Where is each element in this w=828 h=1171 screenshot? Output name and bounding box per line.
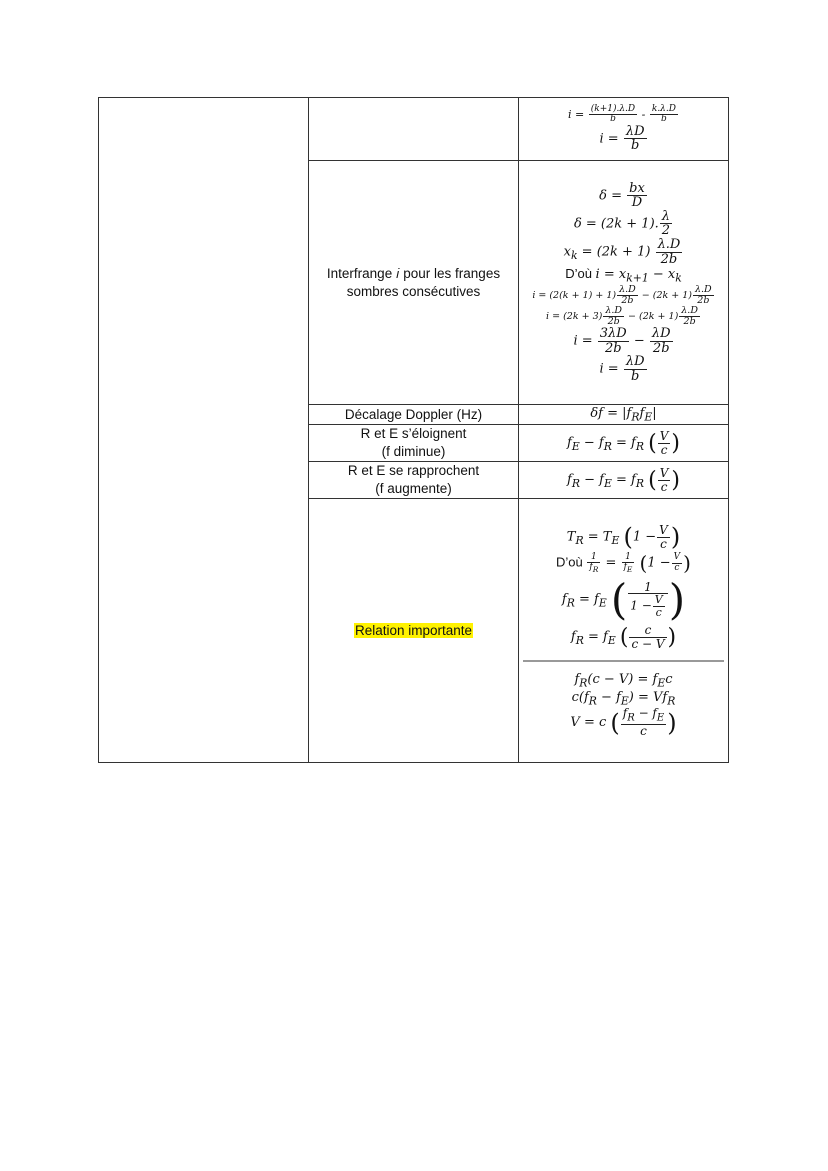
formula-cell-relation [519, 499, 729, 763]
row-label-rapprochent: R et E se rapprochent (f augmente) [309, 462, 519, 499]
formula-dou-i: D’où $i = x_{k+1} - x_k$ [565, 266, 682, 285]
formula-i-diff: i = $\frac{(k+1).\lambda.D}{b}$ - $\frac{k.\lambda.D}{b}$ [568, 103, 676, 125]
formula-cell-rapprochent: $f_R - f_E = f_R$ ( $\frac{V}{c}$ ) [519, 462, 729, 499]
formula-i-expanded-2: i = (2k + 3) $\frac{\lambda.D}{2b}$ − (2k + 1) $\frac{\lambda.D}{2b}$ [546, 304, 698, 327]
empty-first-column [99, 98, 309, 763]
formula-cell-interfrange [519, 98, 729, 161]
formula-cell-doppler: $\delta f = |f_Rf_E|$ [519, 405, 729, 425]
formula-fr-c-over: $f_R = f_E$ ( $\frac{c}{c - V}$ ) [570, 623, 677, 651]
row-label-interfrange-sombres: Interfrange 𝑖 pour les franges sombres consécutives [309, 161, 519, 405]
formula-delta-lambda: δ = (2k + 1). $\frac{\lambda}{2}$ [573, 208, 671, 239]
row-label-doppler: Décalage Doppler (Hz) [309, 405, 519, 425]
formula-c-fr-fe: $c(f_R - f_E) = Vf_R$ [571, 689, 676, 708]
row-label-relation [309, 499, 519, 763]
formula-dou-fr: D’où $\frac{1}{f_R}$ = $\frac{1}{f_E}$ (1 − $\frac{V}{c}$ ) [556, 551, 691, 576]
row-label-empty [309, 98, 519, 161]
formula-fr-fe-fraction: $f_R = f_E$ ( 1 1 − $\frac{V}{c}$ ) [561, 575, 686, 625]
formula-tr: $T_R = T_E$ (1 − $\frac{V}{c}$ ) [566, 522, 681, 552]
highlighted-label: Relation importante [354, 622, 473, 638]
separator-line [523, 660, 724, 662]
row-label-eloignent: R et E s’éloignent (f diminue) [309, 425, 519, 462]
formula-i-expanded-1: i = (2(k + 1) + 1) $\frac{\lambda.D}{2b}$ − (2k + 1) $\frac{\lambda.D}{2b}$ [532, 284, 712, 306]
formula-table [98, 97, 729, 763]
formula-i-3lambda: i = $\frac{3\lambda D}{2b}$ − $\frac{\lambda D}{2b}$ [573, 325, 671, 356]
formula-cell-sombres [519, 161, 729, 405]
formula-i-final: i = $\frac{\lambda D}{b}$ [599, 354, 645, 384]
formula-xk: $x_k = (2k + 1)$ $\frac{\lambda.D}{2b}$ [563, 237, 681, 267]
formula-fr-cv: $f_R(c - V) = f_Ec$ [574, 672, 673, 690]
formula-i-result: i = $\frac{\lambda D}{b}$ [599, 123, 645, 154]
formula-cell-eloignent: $f_E - f_R = f_R$ ( $\frac{V}{c}$ ) [519, 425, 729, 462]
formula-delta-bx: δ = $\frac{bx}{D}$ [599, 180, 645, 211]
formula-v-equals: V = c ( $\frac{f_R - f_E}{c}$ ) [570, 706, 677, 739]
table-row [99, 98, 729, 161]
